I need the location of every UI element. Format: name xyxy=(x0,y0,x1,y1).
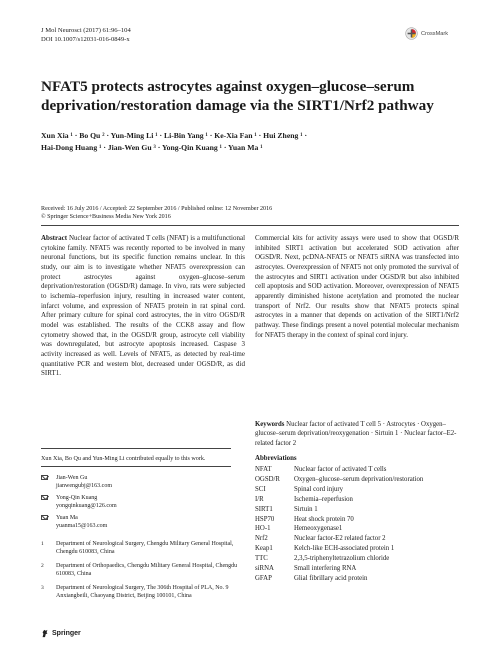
copyright-line: © Springer Science+Business Media New York 2016 xyxy=(41,214,171,221)
springer-horse-icon xyxy=(41,629,49,638)
publisher-logo xyxy=(41,629,81,638)
abbreviation-definition: Oxygen–glucose–serum deprivation/restoration xyxy=(294,475,424,483)
abstract-text-right: Commercial kits for activity assays were used to show that OGSD/R inhibited SIRT1 activation but accelerated SOD activation after OGSD/R. Next, pcDNA-NFAT5 or NFAT5 siRNA was transfected into astrocytes. Overexpression of NFAT5 not only promoted the survival of the astrocytes and SIRT1 activation under OGSD/R but also inhibited cell apoptosis and SOD activation. Moreover, overexpression of NFAT5 apparently diminished histone acetylation and promoted the nuclear transport of Nrf2. Our results show that NFAT5 protects spinal astrocytes in a manner that depends on activation of the SIRT1/Nrf2 pathway. These findings present a novel potential molecular mechanism for NFAT5 therapy in the context of spinal cord injury. xyxy=(255,234,459,339)
abstract-right-column xyxy=(255,234,459,340)
abbreviation-row xyxy=(255,574,465,584)
abbreviation-row xyxy=(255,495,465,505)
abbreviation-row xyxy=(255,564,465,574)
journal-header xyxy=(41,26,131,44)
crossmark-icon xyxy=(405,27,418,40)
abbreviations-heading: Abbreviations xyxy=(255,455,297,462)
affiliation-3 xyxy=(41,584,246,600)
abbreviation-definition: Nuclear factor-E2 related factor 2 xyxy=(294,535,386,543)
dates-line: Received: 16 July 2016 / Accepted: 22 September 2016 / Published online: 12 November 2016 xyxy=(41,206,273,212)
affiliation-number: 3 xyxy=(41,585,44,591)
abbreviation-definition: Spinal cord injury xyxy=(294,485,344,493)
abbreviation-definition: Kelch-like ECH-associated protein 1 xyxy=(294,545,395,553)
abstract-label: Abstract xyxy=(41,234,68,242)
abbreviation-term: HO-1 xyxy=(255,525,271,533)
keywords-text: Nuclear factor of activated T cell 5 · Astrocytes · Oxygen–glucose–serum deprivation/reoxygenation · Sirtuin 1 · Nuclear factor–E2-related factor 2 xyxy=(255,421,457,447)
journal-citation: J Mol Neurosci (2017) 61:96–104 xyxy=(41,27,131,34)
abbreviation-row xyxy=(255,465,465,475)
publisher-name: Springer xyxy=(52,630,81,637)
abstract-left-column xyxy=(41,234,245,379)
doi[interactable]: DOI 10.1007/s12031-016-0849-x xyxy=(41,36,130,43)
envelope-icon xyxy=(41,515,48,520)
contact-jian-wen-gu xyxy=(41,474,241,490)
abbreviation-term: siRNA xyxy=(255,565,274,573)
abbreviation-row xyxy=(255,485,465,495)
affiliation-text: Department of Orthopaedics, Chengdu Military General Hospital, Chengdu 610083, China xyxy=(56,563,238,577)
contribution-note: Xun Xia, Bo Qu and Yun-Ming Li contributed equally to this work. xyxy=(41,456,206,462)
abbreviation-definition: Nuclear factor of activated T cells xyxy=(294,466,387,473)
keywords-label: Keywords xyxy=(255,421,285,428)
abbreviation-definition: Ischemia–reperfusion xyxy=(294,495,353,503)
keywords xyxy=(255,420,459,448)
crossmark-badge[interactable] xyxy=(405,27,448,40)
abbreviation-row xyxy=(255,534,465,544)
contact-name: Jian-Wen Gu xyxy=(56,475,88,481)
abbreviations-list xyxy=(255,465,465,584)
abbreviation-term: I/R xyxy=(255,495,264,503)
affiliation-number: 2 xyxy=(41,563,44,569)
crossmark-label: CrossMark xyxy=(421,30,449,37)
affiliation-1 xyxy=(41,540,246,556)
abbreviation-term: TTC xyxy=(255,555,268,563)
abbreviation-term: NFAT xyxy=(255,466,272,473)
abbreviation-definition: Hemeoxygenase1 xyxy=(294,525,343,533)
envelope-icon xyxy=(41,475,48,480)
author-line-1: Xun Xia ¹ · Bo Qu ² · Yun-Ming Li ¹ · Li-Bin Yang ¹ · Ke-Xia Fan ¹ · Hui Zheng ¹ · xyxy=(41,131,308,140)
abstract-text-left: Nuclear factor of activated T cells (NFAT) is a multifunctional cytokine family. NFAT5 was recently reported to be involved in many neuronal functions, but its specific function remains unclear. In this study, our aim is to investigate whether NFAT5 overexpression can protect astrocytes against oxygen–glucose–serum deprivation/restoration (OGSD/R) damage. In vivo, rats were subjected to ischemia–reperfusion injury, resulting in increased water content, infarct volume, and expression of NFAT5 protein in rat spinal cord. After primary culture for spinal cord astrocytes, the in vitro OGSD/R model was established. The results of the CCK8 assay and flow cytometry showed that, in the OGSD/R group, astrocyte cell viability was downregulated, but astrocyte apoptosis increased. Caspase 3 activity increased as well. Levels of NFAT5, as detected by real-time quantitative PCR and western blot, decreased under OGSD/R, as did SIRT1. xyxy=(41,234,246,378)
abbreviation-definition: Heat shock protein 70 xyxy=(294,515,354,523)
abbreviation-definition: Sirtuin 1 xyxy=(294,505,318,513)
contact-email[interactable]: yongqinkuang@126.com xyxy=(56,503,117,509)
abbreviation-row xyxy=(255,505,465,515)
affiliation-number: 1 xyxy=(41,541,44,547)
abbreviation-row xyxy=(255,515,465,525)
abbreviation-term: Nrf2 xyxy=(255,535,268,543)
affiliation-text: Department of Neurological Surgery, Chengdu Military General Hospital, Chengdu 610083, China xyxy=(56,541,234,555)
abbreviation-definition: Glial fibrillary acid protein xyxy=(294,574,368,582)
affiliation-text: Department of Neurological Surgery, The 306th Hospital of PLA, No. 9 Anxiangbeili, Chaoyang District, Beijing 100101, China xyxy=(56,585,229,599)
divider xyxy=(41,225,459,226)
author-list xyxy=(41,130,461,154)
author-line-2: Hai-Dong Huang ¹ · Jian-Wen Gu ³ · Yong-Qin Kuang ¹ · Yuan Ma ¹ xyxy=(41,143,263,152)
abbreviation-term: OGSD/R xyxy=(255,475,280,483)
abbreviation-definition: 2,3,5-triphenyltetrazolium chloride xyxy=(294,555,390,563)
envelope-icon xyxy=(41,495,48,500)
abbreviation-term: Keap1 xyxy=(255,545,273,553)
footnote-divider xyxy=(41,466,231,467)
contact-yuan-ma xyxy=(41,514,241,530)
abbreviation-term: HSP70 xyxy=(255,515,275,523)
contact-email[interactable]: jianwengubj@163.com xyxy=(56,483,113,489)
contact-name: Yong-Qin Kuang xyxy=(56,495,98,501)
abbreviation-definition: Small interfering RNA xyxy=(294,565,357,573)
contact-yong-qin-kuang xyxy=(41,494,241,510)
abbreviation-row xyxy=(255,524,465,534)
footnote-divider xyxy=(41,448,231,449)
article-title: NFAT5 protects astrocytes against oxygen–glucose–serum deprivation/restoration damage via the SIRT1/Nrf2 pathway xyxy=(41,78,434,114)
contact-email[interactable]: yuanma15@163.com xyxy=(56,523,108,529)
abbreviation-term: GFAP xyxy=(255,574,272,582)
abbreviation-term: SCI xyxy=(255,485,266,493)
abbreviation-term: SIRT1 xyxy=(255,505,273,513)
affiliation-2 xyxy=(41,562,246,578)
abbreviation-row xyxy=(255,554,465,564)
publication-dates xyxy=(41,205,461,222)
abbreviation-row xyxy=(255,544,465,554)
contact-name: Yuan Ma xyxy=(56,515,78,521)
abbreviation-row xyxy=(255,475,465,485)
